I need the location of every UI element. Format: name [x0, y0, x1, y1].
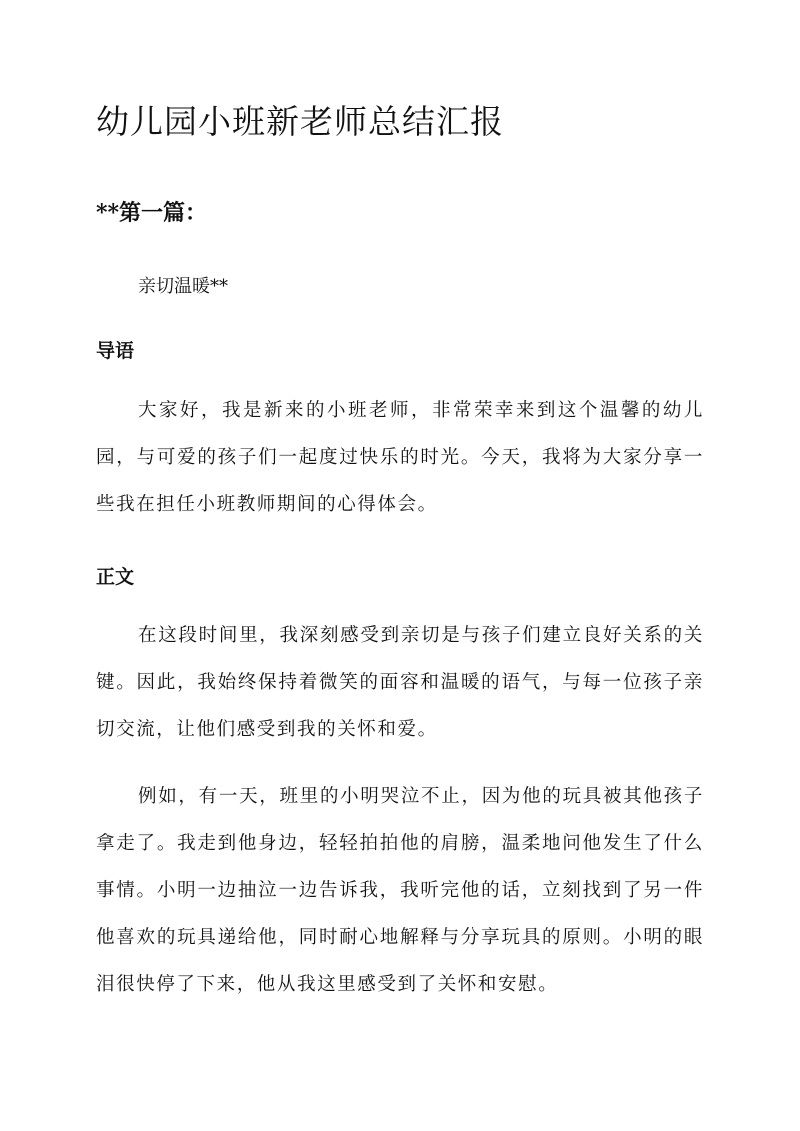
paragraph-intro: 大家好，我是新来的小班老师，非常荣幸来到这个温馨的幼儿园，与可爱的孩子们一起度过快乐的时光。今天，我将为大家分享一些我在担任小班教师期间的心得体会。: [96, 400, 704, 515]
section-heading-body: 正文: [96, 566, 135, 588]
section-heading-intro: 导语: [96, 340, 135, 362]
paragraph-body-1: 在这段时间里，我深刻感受到亲切是与孩子们建立良好关系的关键。因此，我始终保持着微笑的面容和温暖的语气，与每一位孩子亲切交流，让他们感受到我的关怀和爱。: [96, 625, 704, 740]
paragraph-body-2: 例如，有一天，班里的小明哭泣不止，因为他的玩具被其他孩子拿走了。我走到他身边，轻轻拍拍他的肩膀，温柔地问他发生了什么事情。小明一边抽泣一边告诉我，我听完他的话，立刻找到了另一件他喜欢的玩具递给他，同时耐心地解释与分享玩具的原则。小明的眼泪很快停了下来，他从我这里感受到了关怀和安慰。: [96, 786, 704, 995]
chapter-heading: **第一篇：: [96, 200, 208, 226]
document-title: 幼儿园小班新老师总结汇报: [96, 102, 504, 141]
chapter-subtitle: 亲切温暖**: [138, 276, 228, 297]
